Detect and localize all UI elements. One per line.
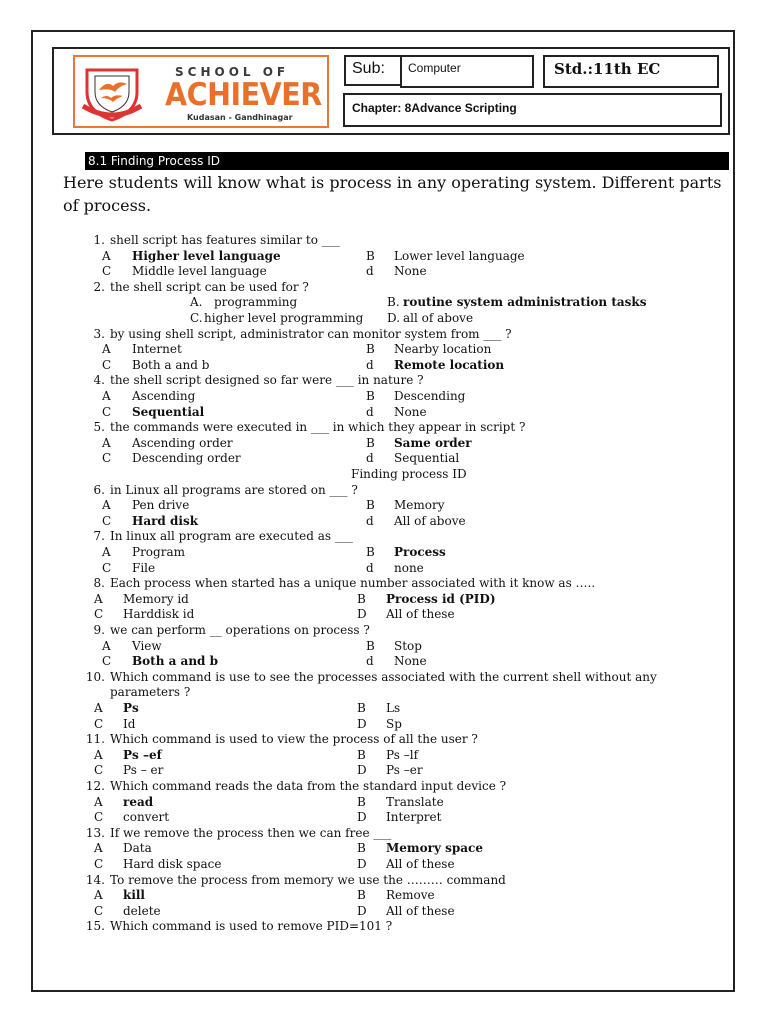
option-letter: A (102, 435, 111, 450)
option-letter: B. (387, 295, 400, 310)
intro-text: Here students will know what is process in any operating system. Different parts of process. (63, 173, 722, 215)
option-text: Remove (386, 888, 435, 903)
question-number: 7. (93, 529, 105, 544)
option-text: Ascending order (132, 435, 233, 450)
option-text: delete (123, 903, 161, 918)
option-text: higher level programming (204, 311, 364, 325)
option-letter: B (366, 435, 375, 450)
subject-value: Computer (408, 61, 461, 75)
option-text: Id (123, 716, 136, 731)
question-text-continued: parameters ? (110, 685, 191, 700)
option-letter: D (357, 763, 367, 778)
option-letter: A (102, 638, 111, 653)
option-text: Program (132, 545, 185, 559)
question-text: by using shell script, administrator can monitor system from ___ ? (110, 326, 512, 341)
option-letter: D (357, 903, 367, 918)
question-number: 2. (93, 279, 105, 294)
question-number: 4. (93, 373, 105, 388)
option-text: All of above (394, 513, 466, 528)
question-number: 5. (93, 420, 105, 435)
option-text: None (394, 404, 427, 419)
option-text: Ps –lf (386, 747, 419, 762)
option-letter: B (357, 747, 366, 762)
option-letter: d (366, 513, 374, 528)
option-letter: A (94, 888, 103, 903)
question-text: In linux all program are executed as ___ (110, 529, 353, 544)
option-text: None (394, 654, 427, 669)
standard-label: Std.:11th EC (554, 60, 661, 78)
question-text: the shell script designed so far were ___ in nature ? (110, 373, 424, 388)
option-text: Process id (PID) (386, 591, 496, 606)
option-text: Pen drive (132, 498, 190, 513)
logo-place-text: Kudasan - Gandhinagar (187, 113, 293, 122)
option-letter: B (357, 701, 366, 715)
question-number: 1. (93, 233, 105, 247)
question-text: shell script has features similar to ___ (110, 233, 340, 247)
option-letter: A (102, 248, 111, 263)
option-letter: D (357, 857, 367, 871)
option-letter: C (102, 451, 112, 466)
option-text: Sequential (132, 404, 205, 419)
option-letter: C (102, 513, 112, 528)
chapter-title: Chapter: 8Advance Scripting (352, 101, 517, 115)
option-letter: C (94, 810, 104, 825)
option-text: kill (123, 888, 145, 903)
option-letter: B (366, 248, 375, 263)
option-letter: D (357, 607, 367, 622)
question-number: 9. (93, 623, 105, 637)
option-letter: C (102, 357, 112, 372)
question-text: the shell script can be used for ? (110, 279, 309, 294)
option-text: Harddisk id (123, 607, 195, 622)
question-number: 8. (93, 576, 105, 591)
option-letter: C. (190, 311, 203, 325)
option-text: Internet (132, 342, 182, 357)
option-text: Middle level language (132, 264, 267, 279)
option-text: Nearby location (394, 342, 492, 357)
option-text: Translate (386, 794, 444, 809)
option-text: Sequential (394, 451, 460, 466)
option-text: Hard disk (132, 513, 199, 528)
option-text: Interpret (386, 810, 442, 825)
option-letter: D (357, 716, 367, 731)
question-number: 12. (85, 779, 105, 793)
option-text: File (132, 560, 156, 575)
option-letter: B (366, 498, 375, 513)
option-letter: C (102, 560, 112, 575)
option-letter: A (94, 701, 103, 715)
section-title: 8.1 Finding Process ID (85, 152, 729, 170)
option-text: read (123, 794, 154, 809)
option-letter: A (102, 342, 111, 357)
question-number: 10. (85, 669, 105, 684)
question-text: the commands were executed in ___ in which they appear in script ? (110, 420, 526, 435)
question-text: Which command is used to view the process of all the user ? (110, 732, 478, 747)
option-text: View (132, 638, 162, 653)
option-text: Hard disk space (123, 857, 222, 871)
question-number: 6. (93, 482, 105, 497)
question-text: Which command is use to see the processes associated with the current shell without any (110, 669, 657, 684)
question-text: Which command reads the data from the standard input device ? (110, 779, 507, 793)
question-text: Each process when started has a unique number associated with it know as ….. (110, 576, 596, 591)
option-letter: B (357, 794, 366, 809)
option-text: all of above (403, 311, 474, 325)
option-letter: B (366, 638, 375, 653)
option-letter: B (366, 342, 375, 357)
option-letter: d (366, 357, 374, 372)
option-letter: A. (190, 295, 203, 310)
question-text: we can perform __ operations on process ? (110, 623, 370, 637)
option-text: All of these (386, 857, 455, 871)
question-number: 11. (85, 732, 105, 747)
question-text: in Linux all programs are stored on ___ ? (110, 482, 358, 497)
question-number: 13. (85, 825, 105, 840)
option-text: convert (123, 810, 170, 825)
question-text: To remove the process from memory we use the ……… command (110, 872, 506, 887)
option-letter: C (94, 857, 104, 871)
question-number: 15. (85, 919, 105, 934)
option-text: Higher level language (132, 248, 281, 263)
option-text: All of these (386, 607, 455, 622)
option-text: Ascending (132, 389, 196, 403)
option-letter: C (94, 607, 104, 622)
question-text: If we remove the process then we can free ___ (110, 825, 392, 840)
option-text: Stop (394, 638, 422, 653)
option-text: programming (214, 295, 298, 310)
option-text: Both a and b (132, 357, 210, 372)
option-text: none (394, 560, 424, 575)
option-letter: C (102, 264, 112, 279)
option-letter: B (366, 545, 375, 559)
option-letter: B (357, 591, 366, 606)
question-number: 14. (85, 872, 105, 887)
option-letter: d (366, 451, 374, 466)
option-text: Memory space (386, 841, 483, 856)
option-letter: d (366, 560, 374, 575)
logo-achiever-text: ACHIEVER (165, 77, 322, 113)
option-letter: A (102, 545, 111, 559)
option-text: Remote location (394, 357, 505, 372)
option-letter: d (366, 264, 374, 279)
option-text: Process (394, 545, 446, 559)
option-letter: C (94, 903, 104, 918)
option-letter: A (94, 794, 103, 809)
option-letter: A (94, 747, 103, 762)
option-text: Same order (394, 435, 472, 450)
logo-school-text: SCHOOL OF (175, 65, 290, 79)
option-text: Ps – er (123, 763, 164, 778)
option-text: All of these (386, 903, 455, 918)
option-text: Both a and b (132, 654, 219, 669)
option-text: Ps –ef (123, 747, 162, 762)
option-letter: C (102, 654, 112, 669)
mid-section-title: Finding process ID (351, 467, 467, 481)
question-number: 3. (93, 326, 105, 341)
option-letter: d (366, 654, 374, 669)
option-letter: C (102, 404, 112, 419)
option-letter: B (357, 841, 366, 856)
option-text: Data (123, 841, 152, 856)
option-text: Lower level language (394, 248, 525, 263)
option-text: Ls (386, 701, 401, 715)
option-letter: d (366, 404, 374, 419)
subject-label: Sub: (352, 60, 385, 77)
option-text: Descending order (132, 451, 241, 466)
option-letter: B (366, 389, 375, 403)
option-text: Ps –er (386, 763, 423, 778)
option-text: Memory (394, 498, 445, 513)
option-text: Ps (123, 701, 139, 715)
option-text: None (394, 264, 427, 279)
option-letter: D (357, 810, 367, 825)
option-letter: C (94, 763, 104, 778)
option-text: Descending (394, 389, 466, 403)
option-letter: A (102, 389, 111, 403)
option-text: routine system administration tasks (403, 295, 647, 310)
option-letter: A (94, 591, 103, 606)
option-letter: B (357, 888, 366, 903)
question-text: Which command is used to remove PID=101 ? (110, 919, 393, 934)
option-letter: A (102, 498, 111, 513)
option-text: Memory id (123, 591, 189, 606)
option-text: Sp (386, 716, 402, 731)
option-letter: A (94, 841, 103, 856)
option-letter: C (94, 716, 104, 731)
option-letter: D. (387, 311, 401, 325)
